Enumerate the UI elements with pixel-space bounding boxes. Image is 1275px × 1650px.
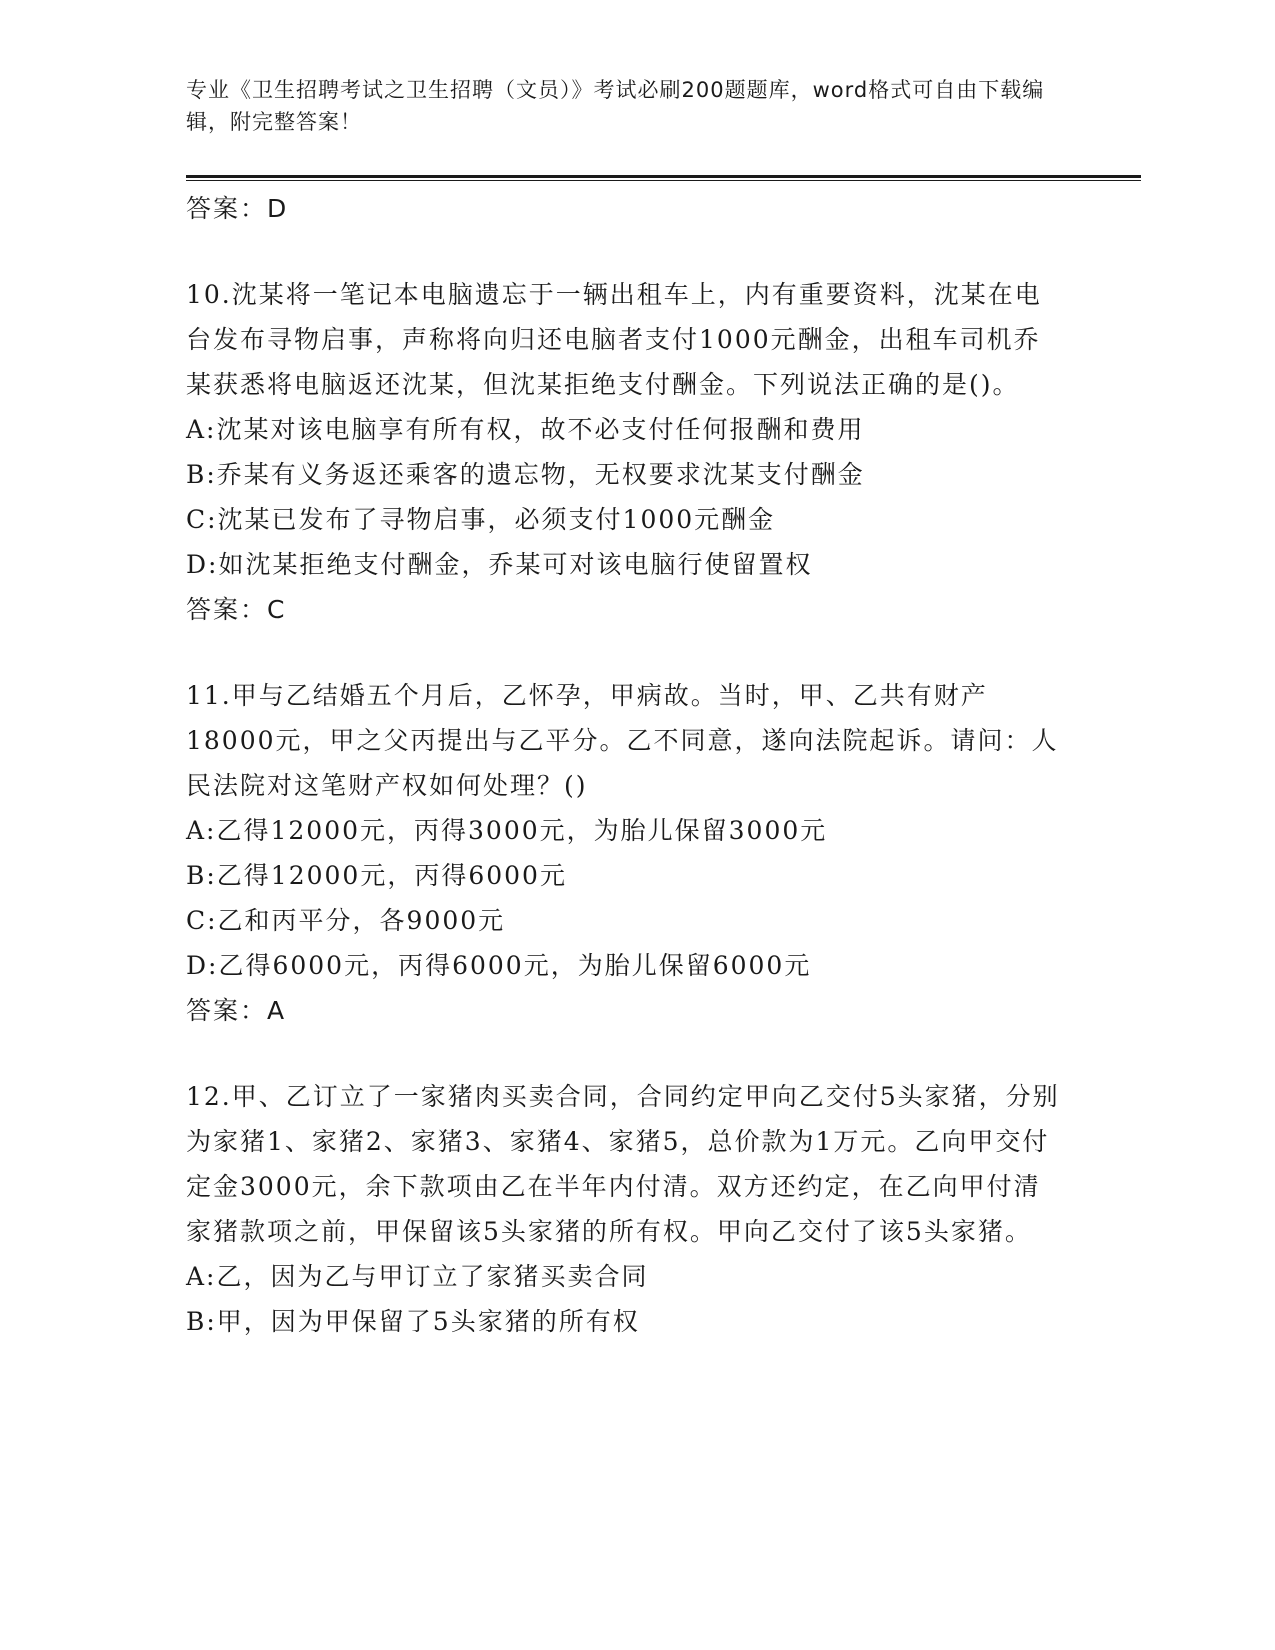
spacer	[186, 1034, 1066, 1074]
option-b: B:乙得12000元，丙得6000元	[186, 861, 567, 890]
question-block	[186, 673, 1066, 1034]
answer-line: 答案：C	[186, 595, 287, 624]
option-d: D:乙得6000元，丙得6000元，为胎儿保留6000元	[186, 951, 812, 980]
spacer	[186, 232, 1066, 272]
option-a: A:乙，因为乙与甲订立了家猪买卖合同	[186, 1262, 649, 1291]
question-stem: 12.甲、乙订立了一家猪肉买卖合同，合同约定甲向乙交付5头家猪，分别为家猪1、家猪2、家猪3、家猪4、家猪5，总价款为1万元。乙向甲交付定金3000元，余下款项由乙在半年内付清。双方还约定，在乙向甲付清家猪款项之前，甲保留该5头家猪的所有权。甲向乙交付了该5头家猪。	[186, 1082, 1060, 1246]
option-a: A:沈某对该电脑享有所有权，故不必支付任何报酬和费用	[186, 415, 865, 444]
header-rule-thick	[186, 175, 1141, 178]
question-block	[186, 1074, 1066, 1344]
spacer	[186, 633, 1066, 673]
option-c: C:沈某已发布了寻物启事，必须支付1000元酬金	[186, 505, 776, 534]
question-list	[186, 186, 1066, 1344]
option-a: A:乙得12000元，丙得3000元，为胎儿保留3000元	[186, 816, 828, 845]
question-stem: 10.沈某将一笔记本电脑遗忘于一辆出租车上，内有重要资料，沈某在电台发布寻物启事，声称将向归还电脑者支付1000元酬金，出租车司机乔某获悉将电脑返还沈某，但沈某拒绝支付酬金。下列说法正确的是()。	[186, 280, 1042, 399]
option-d: D:如沈某拒绝支付酬金，乔某可对该电脑行使留置权	[186, 550, 813, 579]
option-b: B:乔某有义务返还乘客的遗忘物，无权要求沈某支付酬金	[186, 460, 865, 489]
question-stem: 11.甲与乙结婚五个月后，乙怀孕，甲病故。当时，甲、乙共有财产18000元，甲之父丙提出与乙平分。乙不同意，遂向法院起诉。请问：人民法院对这笔财产权如何处理？()	[186, 681, 1059, 800]
header-rule-thin	[186, 180, 1141, 181]
question-block	[186, 272, 1066, 633]
option-c: C:乙和丙平分，各9000元	[186, 906, 506, 935]
option-b: B:甲，因为甲保留了5头家猪的所有权	[186, 1307, 640, 1336]
document-header: 专业《卫生招聘考试之卫生招聘（文员）》考试必刷200题题库，word格式可自由下载编辑，附完整答案！	[186, 78, 1045, 134]
answer-line: 答案：A	[186, 996, 287, 1025]
answer-line: 答案：D	[186, 194, 289, 223]
